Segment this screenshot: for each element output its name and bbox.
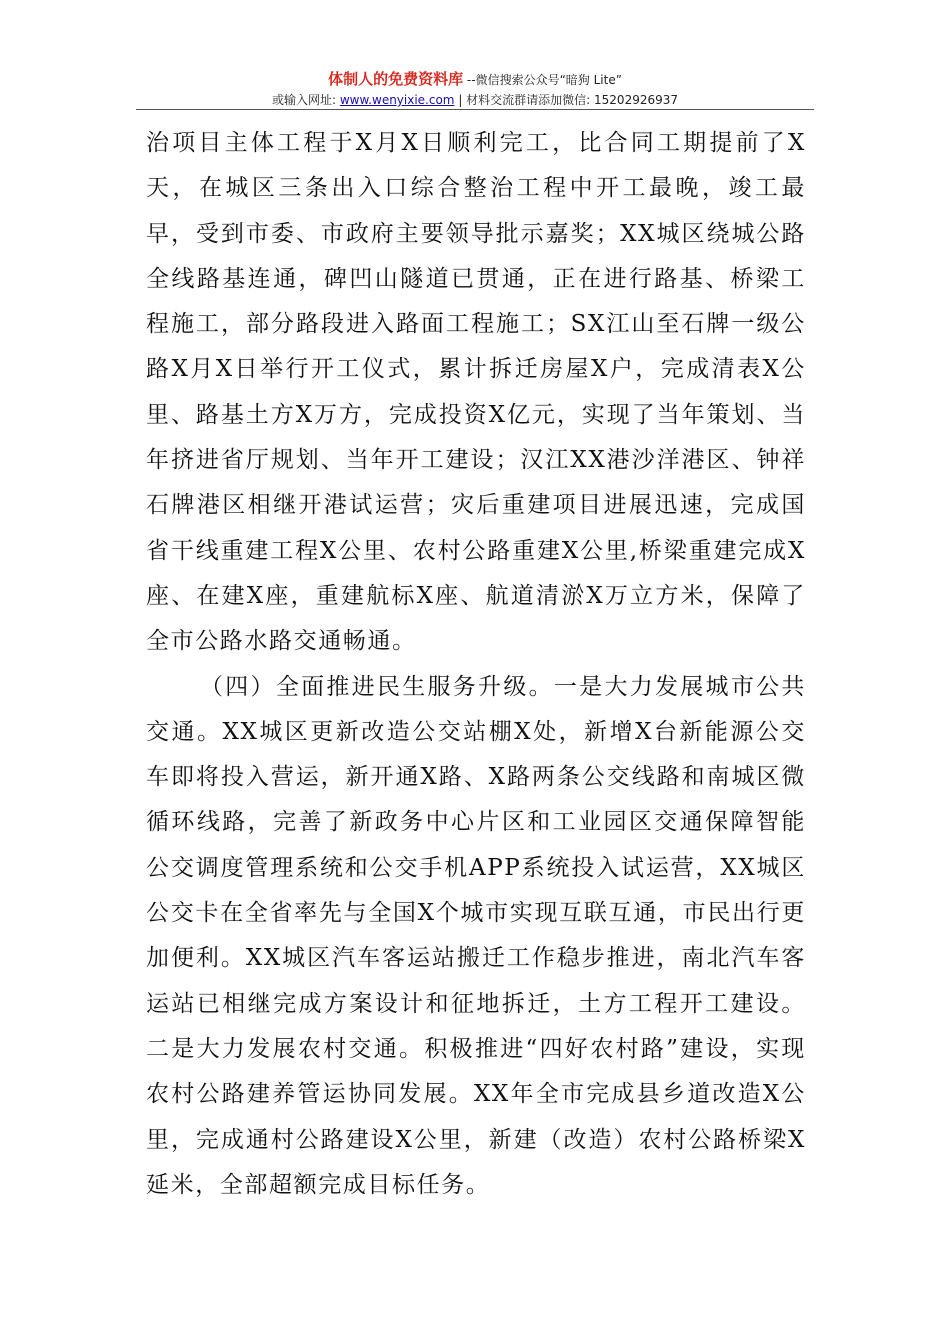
paragraph-continued: 治项目主体工程于X月X日顺利完工，比合同工期提前了X天，在城区三条出入口综合整治工程中开工最晚，竣工最早，受到市委、市政府主要领导批示嘉奖；XX城区绕城公路全线路基连通，碑凹山隧道已贯通，正在进行路基、桥梁工程施工，部分路段进入路面工程施工；SX江山至石牌一级公路X月X日举行开工仪式，累计拆迁房屋X户，完成清表X公里、路基土方X万方，完成投资X亿元，实现了当年策划、当年挤进省厅规划、当年开工建设；汉江XX港沙洋港区、钟祥石牌港区相继开港试运营；灾后重建项目进展迅速，完成国省干线重建工程X公里、农村公路重建X公里,桥梁重建完成X座、在建X座，重建航标X座、航道清淤X万立方米，保障了全市公路水路交通畅通。	[146, 130, 806, 655]
url-prefix: 或输入网址:	[271, 93, 340, 107]
header-url-line	[136, 90, 814, 110]
document-body	[146, 121, 806, 1208]
header-slogan: --微信搜索公众号“暗狗 Lite”	[466, 73, 622, 87]
contact-info: | 材料交流群请添加微信: 15202926937	[454, 93, 679, 107]
page-header	[136, 68, 814, 110]
site-url-link[interactable]: www.wenyixie.com	[339, 93, 455, 107]
header-divider	[136, 109, 814, 110]
header-title-line	[136, 68, 814, 90]
paragraph-section-four: （四）全面推进民生服务升级。一是大力发展城市公共交通。XX城区更新改造公交站棚X处，新增X台新能源公交车即将投入营运，新开通X路、X路两条公交线路和南城区微循环线路，完善了新政务中心片区和工业园区交通保障智能公交调度管理系统和公交手机APP系统投入试运营，XX城区公交卡在全省率先与全国X个城市实现互联互通，市民出行更加便利。XX城区汽车客运站搬迁工作稳步推进，南北汽车客运站已相继完成方案设计和征地拆迁，土方工程开工建设。二是大力发展农村交通。积极推进“四好农村路”建设，实现农村公路建养管运协同发展。XX年全市完成县乡道改造X公里，完成通村公路建设X公里，新建（改造）农村公路桥梁X延米，全部超额完成目标任务。	[146, 673, 806, 1198]
site-name: 体制人的免费资料库	[328, 70, 464, 88]
